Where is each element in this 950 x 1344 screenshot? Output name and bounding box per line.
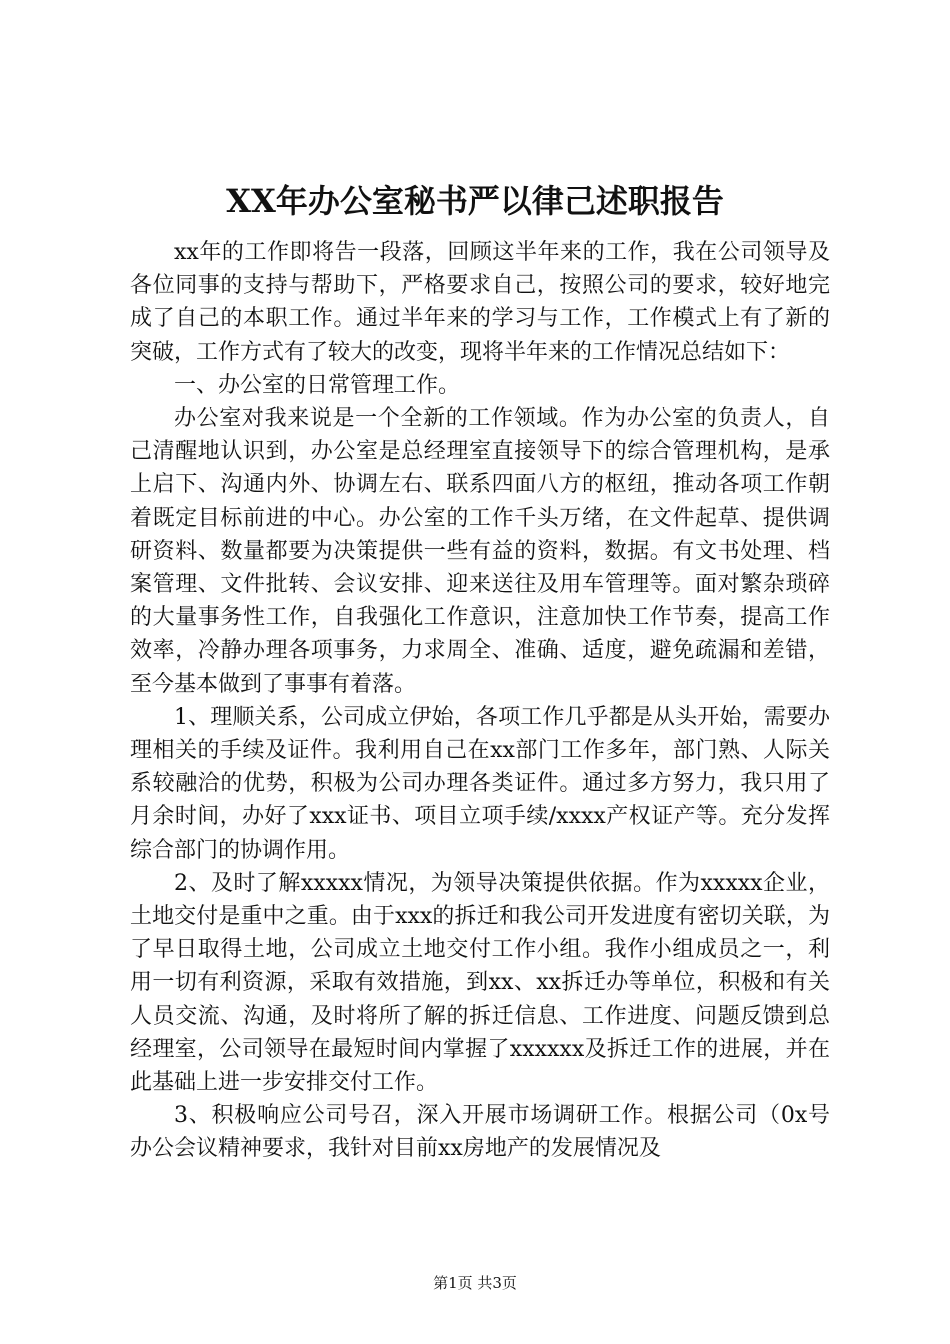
section-heading: 一、办公室的日常管理工作。 xyxy=(174,372,461,398)
document-title: XX年办公室秘书严以律己述职报告 xyxy=(226,182,724,220)
document-body xyxy=(130,236,830,1166)
paragraph-intro: xx年的工作即将告一段落，回顾这半年来的工作，我在公司领导及各位同事的支持与帮助下，严格要求自己，按照公司的要求，较好地完成了自己的本职工作。通过半年来的学习与工作，工作模式上有了新的突破，工作方式有了较大的改变，现将半年来的工作情况总结如下： xyxy=(130,240,830,365)
paragraph-office-role: 办公室对我来说是一个全新的工作领域。作为办公室的负责人，自己清醒地认识到，办公室是总经理室直接领导下的综合管理机构，是承上启下、沟通内外、协调左右、联系四面八方的枢纽，推动各项工作朝着既定目标前进的中心。办公室的工作千头万绪，在文件起草、提供调研资料、数量都要为决策提供一些有益的资料，数据。有文书处理、档案管理、文件批转、会议安排、迎来送往及用车管理等。面对繁杂琐碎的大量事务性工作，自我强化工作意识，注意加快工作节奏，提高工作效率，冷静办理各项事务，力求周全、准确、适度，避免疏漏和差错，至今基本做到了事事有着落。 xyxy=(130,406,830,697)
page-footer: 第1页 共3页 xyxy=(433,1274,517,1292)
paragraph-item-2: 2、及时了解xxxxx情况，为领导决策提供依据。作为xxxxx企业，土地交付是重中之重。由于xxx的拆迁和我公司开发进度有密切关联，为了早日取得土地，公司成立土地交付工作小组。我作小组成员之一，利用一切有利资源，采取有效措施，到xx、xx拆迁办等单位，积极和有关人员交流、沟通，及时将所了解的拆迁信息、工作进度、问题反馈到总经理室，公司领导在最短时间内掌握了xxxxxx及拆迁工作的进展，并在此基础上进一步安排交付工作。 xyxy=(130,870,830,1096)
paragraph-item-3: 3、积极响应公司号召，深入开展市场调研工作。根据公司（0x号办公会议精神要求，我针对目前xx房地产的发展情况及 xyxy=(130,1103,830,1162)
paragraph-item-1: 1、理顺关系，公司成立伊始，各项工作几乎都是从头开始，需要办理相关的手续及证件。我利用自己在xx部门工作多年，部门熟、人际关系较融洽的优势，积极为公司办理各类证件。通过多方努力，我只用了月余时间，办好了xxx证书、项目立项手续/xxxx产权证产等。充分发挥综合部门的协调作用。 xyxy=(130,704,830,863)
